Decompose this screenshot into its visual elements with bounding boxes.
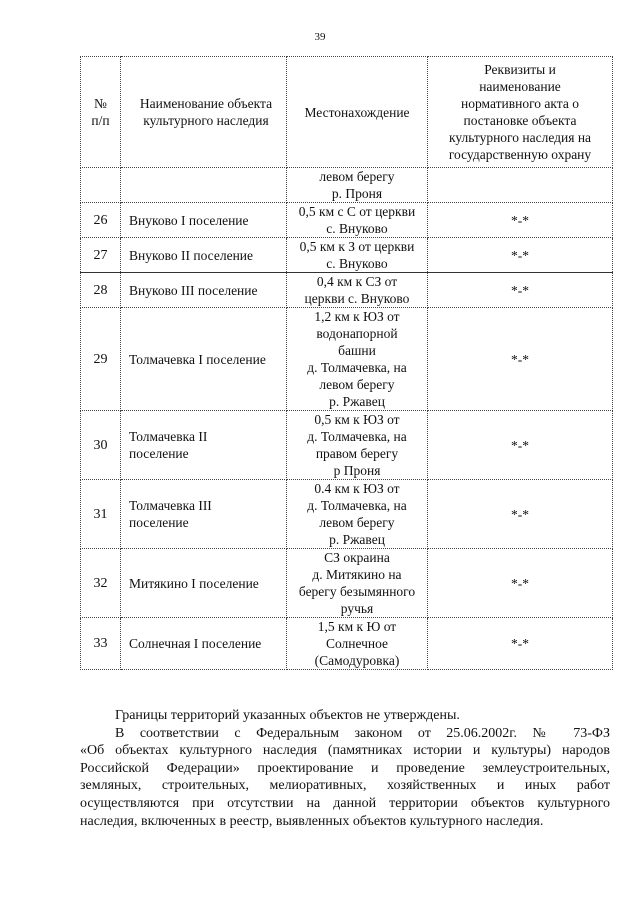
table-row <box>81 308 613 411</box>
row-number-cell: 28 <box>81 273 121 308</box>
row-requisites-cell: *-* <box>428 203 613 238</box>
row-location-line: р. Ржавец <box>329 394 385 409</box>
row-number-cell <box>81 168 121 203</box>
row-location-line: д. Толмачевка, на <box>307 429 407 444</box>
row-name-line: Толмачевка I поселение <box>129 351 266 367</box>
row-location-cell <box>287 480 428 549</box>
row-name-line: Солнечная I поселение <box>129 636 262 651</box>
paragraph-federal-law <box>80 725 610 831</box>
row-name-cell <box>121 618 287 670</box>
row-location-cell <box>287 549 428 618</box>
row-number-cell: 32 <box>81 549 121 618</box>
table-row <box>81 203 613 238</box>
row-location-line: 0,5 км с С от церкви <box>298 204 416 219</box>
row-location-line: с. Внуково <box>326 221 388 236</box>
row-location-line: левом берегу <box>319 377 395 392</box>
row-location-line: ручья <box>340 601 374 616</box>
row-location-cell <box>287 238 428 273</box>
header-requisites-line: нормативного акта о <box>461 96 579 111</box>
row-name-cell <box>121 308 287 411</box>
table-body <box>81 168 613 670</box>
row-number-cell: 27 <box>81 238 121 273</box>
table-row <box>81 273 613 308</box>
row-location-line: Солнечное <box>325 636 389 651</box>
row-name-line: поселение <box>129 446 189 461</box>
paragraph-borders: Границы территорий указанных объектов не утверждены. <box>115 708 460 723</box>
row-number-cell: 31 <box>81 480 121 549</box>
row-location-line: левом берегу <box>319 169 395 184</box>
table-row <box>81 618 613 670</box>
row-location-line: д. Толмачевка, на <box>307 498 407 513</box>
row-location-cell <box>287 168 428 203</box>
header-name-line: Наименование объекта <box>139 96 273 111</box>
row-requisites-cell: *-* <box>428 549 613 618</box>
row-location-line: 1,5 км к Ю от <box>317 619 397 634</box>
table-header-row <box>81 57 613 168</box>
header-requisites-line: культурного наследия на <box>448 130 592 145</box>
row-location-cell <box>287 203 428 238</box>
row-requisites-cell: *-* <box>428 308 613 411</box>
row-name-line: Внуково II поселение <box>129 247 254 263</box>
row-location-line: 0,4 км к СЗ от <box>316 274 398 289</box>
heritage-objects-table <box>80 56 613 670</box>
page-number: 39 <box>314 31 326 43</box>
row-location-line: левом берегу <box>319 515 395 530</box>
row-name-line: Митякино I поселение <box>129 575 259 591</box>
row-name-line: Внуково III поселение <box>129 282 258 298</box>
header-requisites-line: постановке объекта <box>463 113 577 128</box>
row-location-cell <box>287 618 428 670</box>
paragraph-line: Российской Федерации» проектирование и проведение землеустроительных, <box>80 760 610 776</box>
row-location-line: д. Митякино на <box>312 567 402 582</box>
row-location-line: берегу безымянного <box>298 584 416 599</box>
row-name-line: Толмачевка III <box>129 498 212 513</box>
header-name-line: культурного наследия <box>143 113 269 128</box>
table-row <box>81 411 613 480</box>
row-location-line: р Проня <box>333 463 381 478</box>
row-location-cell <box>287 308 428 411</box>
row-name-cell <box>121 168 287 203</box>
header-location <box>287 57 428 168</box>
table-row <box>81 549 613 618</box>
row-requisites-cell: *-* <box>428 273 613 308</box>
row-number-cell: 29 <box>81 308 121 411</box>
header-location-line: Местонахождение <box>304 104 410 120</box>
row-location-line: с. Внуково <box>326 256 388 271</box>
row-requisites-cell: *-* <box>428 618 613 670</box>
row-name-cell <box>121 203 287 238</box>
paragraph-line: наследия, включенных в реестр, выявленных объектов культурного наследия. <box>80 813 544 829</box>
header-name <box>121 57 287 168</box>
row-location-line: 0.4 км к ЮЗ от <box>314 481 400 496</box>
row-location-cell <box>287 411 428 480</box>
row-location-line: башни <box>338 343 376 358</box>
row-location-line: д. Толмачевка, на <box>307 360 407 375</box>
row-requisites-cell: *-* <box>428 480 613 549</box>
header-number-line: № <box>94 96 107 111</box>
row-name-line: поселение <box>129 515 189 530</box>
paragraph-line: В соответствии с Федеральным законом от 25.06.2002г. № 73-ФЗ <box>115 725 610 741</box>
row-name-cell <box>121 549 287 618</box>
header-number <box>81 57 121 168</box>
header-requisites <box>428 57 613 168</box>
row-location-line: 1,2 км к ЮЗ от <box>314 309 400 324</box>
table-row <box>81 238 613 273</box>
row-location-line: (Самодуровка) <box>314 653 400 668</box>
row-name-line: Толмачевка II <box>129 429 208 444</box>
table-row <box>81 480 613 549</box>
header-requisites-line: государственную охрану <box>448 147 592 162</box>
row-location-line: р. Ржавец <box>329 532 385 547</box>
row-number-cell: 26 <box>81 203 121 238</box>
table-row <box>81 168 613 203</box>
header-requisites-line: Реквизиты и <box>484 62 556 77</box>
row-requisites-cell <box>428 168 613 203</box>
row-name-cell <box>121 480 287 549</box>
row-location-line: р. Проня <box>331 186 383 201</box>
row-location-line: правом берегу <box>315 446 399 461</box>
row-number-cell: 33 <box>81 618 121 670</box>
header-number-line: п/п <box>91 113 110 128</box>
row-requisites-cell: *-* <box>428 238 613 273</box>
row-location-line: 0,5 км к З от церкви <box>299 239 415 254</box>
paragraph-line: земляных, строительных, мелиоративных, хозяйственных и иных работ <box>80 778 610 794</box>
row-location-line: 0,5 км к ЮЗ от <box>314 412 400 427</box>
paragraph-line: «Об объектах культурного наследия (памятниках истории и культуры) народов <box>80 743 610 759</box>
row-number-cell: 30 <box>81 411 121 480</box>
row-location-line: водонапорной <box>316 326 398 341</box>
row-location-line: СЗ окраина <box>324 550 390 565</box>
header-requisites-line: наименование <box>479 79 561 94</box>
row-location-line: церкви с. Внуково <box>304 291 410 306</box>
row-name-cell <box>121 238 287 273</box>
body-text <box>80 707 610 830</box>
row-name-line: Внуково I поселение <box>129 212 249 228</box>
row-name-cell <box>121 273 287 308</box>
paragraph-line: осуществляются при отсутствии на данной территории объектов культурного <box>80 795 610 811</box>
row-location-cell <box>287 273 428 308</box>
row-requisites-cell: *-* <box>428 411 613 480</box>
row-name-cell <box>121 411 287 480</box>
